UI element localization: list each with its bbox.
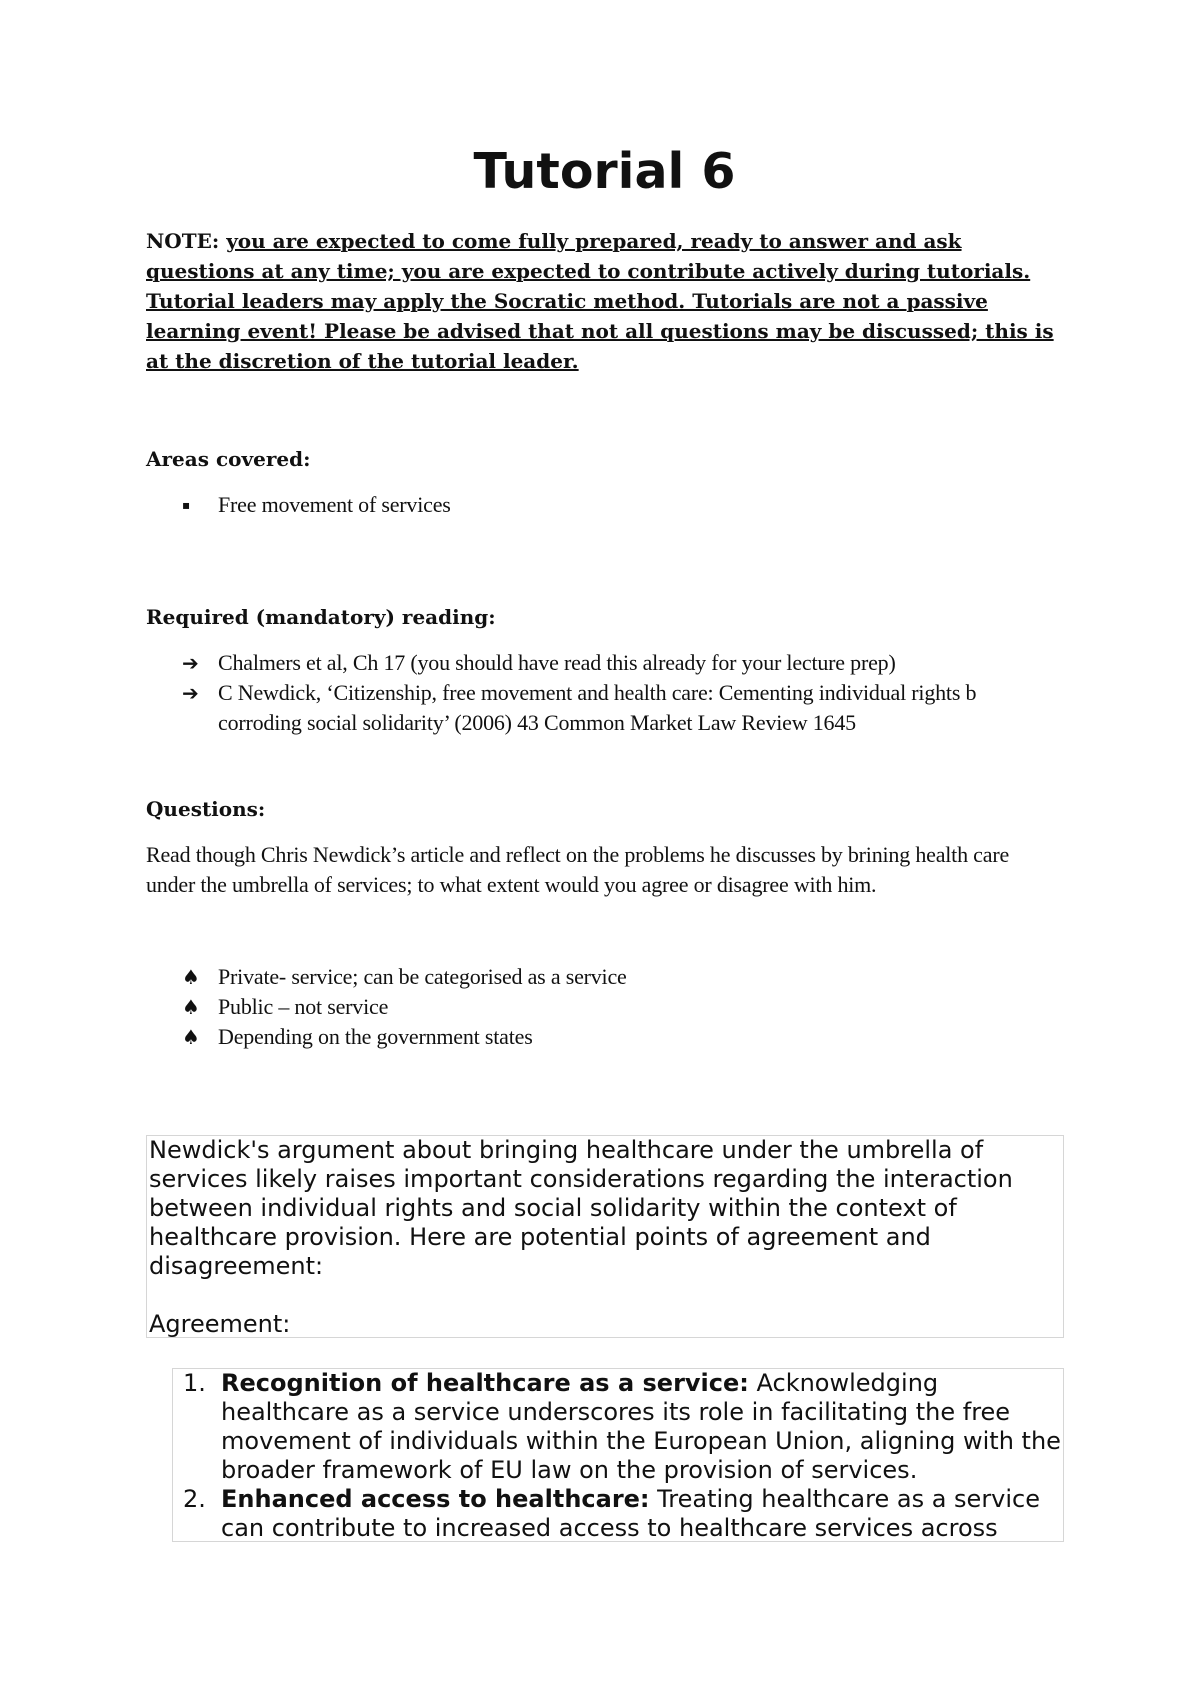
answer-intro-box: [146, 1135, 1064, 1338]
square-bullet-icon: ▪: [182, 498, 190, 512]
point-number: 2.: [183, 1485, 206, 1513]
questions-text: Read though Chris Newdick’s article and reflect on the problems he discusses by brining health care under the umbrella of services; to what extent would you agree or disagree with him.: [146, 842, 1010, 897]
list-item: [173, 1485, 1063, 1542]
questions-list: [146, 962, 1063, 1052]
reading-item-text: C Newdick, ‘Citizenship, free movement and health care: Cementing individual rights b corroding social solidarity’ (2006) 43 Common Market Law Review 1645: [218, 680, 977, 735]
agreement-points-box: [172, 1368, 1064, 1542]
question-item-text: Private- service; can be categorised as a service: [218, 964, 627, 989]
point-title: Recognition of healthcare as a service:: [221, 1369, 749, 1397]
reading-item-text: Chalmers et al, Ch 17 (you should have read this already for your lecture prep): [218, 650, 896, 675]
spade-bullet-icon: ♠: [182, 995, 200, 1019]
list-item: [146, 992, 1063, 1022]
reading-heading: Required (mandatory) reading:: [146, 605, 496, 629]
list-item: [146, 648, 1063, 678]
areas-heading: Areas covered:: [146, 447, 311, 471]
page-title: Tutorial 6: [473, 143, 736, 200]
question-item-text: Public – not service: [218, 994, 389, 1019]
list-item: [146, 678, 1063, 738]
note-label: NOTE:: [146, 229, 227, 253]
areas-list: [146, 490, 1063, 520]
note-paragraph: [146, 226, 1063, 376]
note-text: you are expected to come fully prepared, ready to answer and ask questions at any time; you are expected to contribute actively during tutorials. Tutorial leaders may apply the Socratic method. Tutorials are not a passive learning event! Please be advised that not all questions may be discussed; this is at the discretion of the tutorial leader.: [146, 229, 1054, 373]
questions-heading: Questions:: [146, 797, 266, 821]
arrow-bullet-icon: ➔: [182, 651, 199, 675]
point-number: 1.: [183, 1369, 206, 1397]
point-text: Acknowledging healthcare as a service underscores its role in facilitating the free movement of individuals within the European Union, aligning with the broader framework of EU law on the provision of services.: [221, 1369, 1061, 1484]
question-item-text: Depending on the government states: [218, 1024, 533, 1049]
list-item: [173, 1369, 1063, 1485]
agreement-points-list: [173, 1369, 1063, 1542]
list-item: [146, 1022, 1063, 1052]
list-item: [146, 962, 1063, 992]
point-text: Treating healthcare as a service can contribute to increased access to healthcare services across: [221, 1485, 1041, 1542]
spade-bullet-icon: ♠: [182, 965, 200, 989]
answer-intro-text: Newdick's argument about bringing healthcare under the umbrella of services likely raises important considerations regarding the interaction between individual rights and social solidarity within the context of healthcare provision. Here are potential points of agreement and disagreement:: [149, 1136, 1013, 1280]
point-title: Enhanced access to healthcare:: [221, 1485, 650, 1513]
arrow-bullet-icon: ➔: [182, 681, 199, 705]
spade-bullet-icon: ♠: [182, 1025, 200, 1049]
agreement-label: Agreement:: [149, 1310, 291, 1338]
document-page: [146, 140, 1063, 1052]
area-item-text: Free movement of services: [218, 492, 451, 517]
reading-list: [146, 648, 1063, 738]
list-item: [146, 490, 1063, 520]
